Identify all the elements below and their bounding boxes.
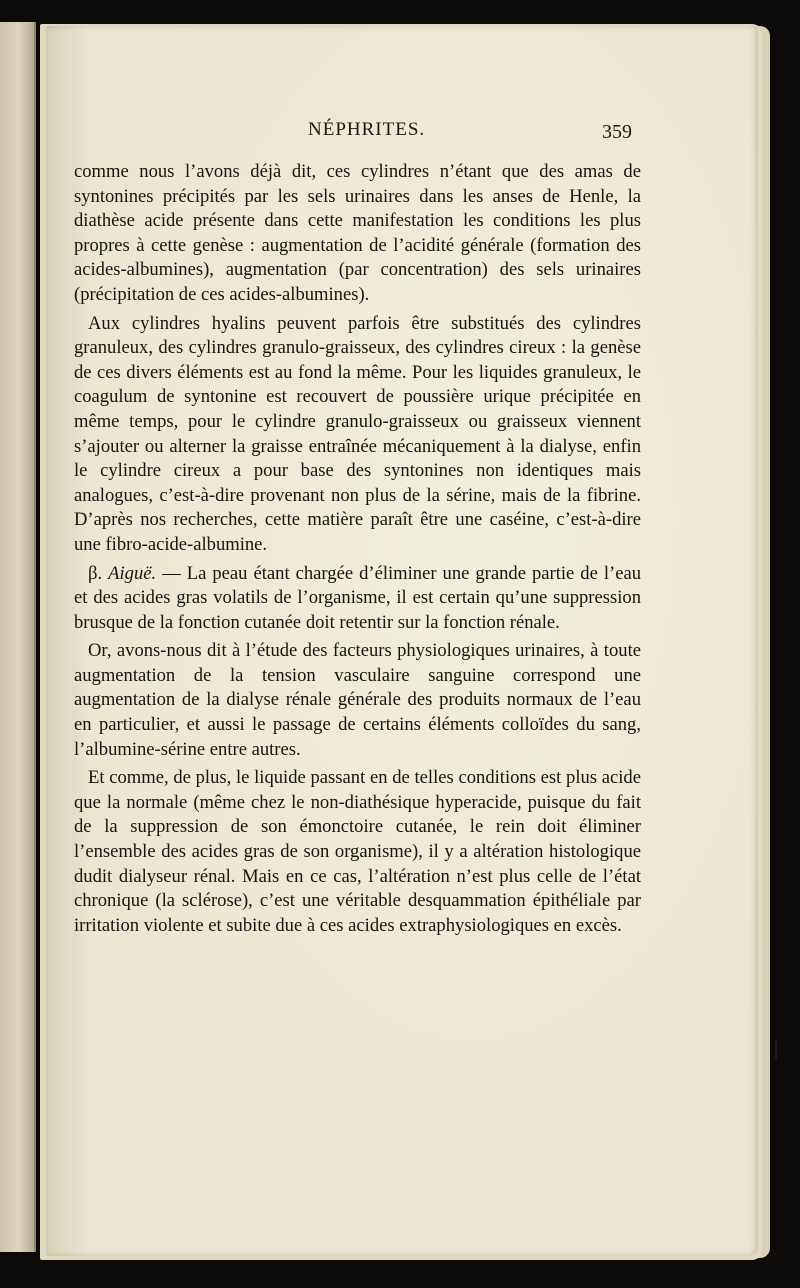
page-body xyxy=(74,160,641,942)
page-number: 359 xyxy=(602,121,632,143)
paragraph-text: Et comme, de plus, le liquide passant en de telles conditions est plus acide que la normale (même chez le non-diathésique hyperacide, puisque du fait de la suppression de son émonctoire cutanée, le rein doit éliminer l’ensemble des acides gras de son organisme), il y a altération histologique dudit dialyseur rénal. Mais en ce cas, l’altération n’est plus celle de l’état chronique (la sclérose), c’est une véritable desquammation épithéliale par irritation violente et subite due à ces acides extraphysiologiques en excès. xyxy=(74,767,641,936)
paragraph-continuation xyxy=(74,160,641,308)
facing-page-edge xyxy=(0,22,36,1252)
paragraph-alteration xyxy=(74,766,641,938)
paragraph-text: — La peau étant chargée d’éliminer une grande partie de l’eau et des acides gras volatils de l’organisme, il est certain qu’une suppression brusque de la fonction cutanée doit retentir sur la fonction rénale. xyxy=(74,562,641,633)
paragraph-text: Or, avons-nous dit à l’étude des facteurs physiologiques urinaires, à toute augmentation de la tension vasculaire sanguine correspond une augmentation de la dialyse rénale générale des produits normaux de l’eau en particulier, et aussi le passage de certains éléments colloïdes du sang, l’albumine-sérine entre autres. xyxy=(74,640,641,760)
running-head-title: NÉPHRITES. xyxy=(308,119,426,140)
running-head xyxy=(46,117,758,147)
section-marker: β. xyxy=(88,562,103,584)
paragraph-tension xyxy=(74,639,641,762)
paragraph-cylinders xyxy=(74,312,641,558)
scan-artifact-mark xyxy=(775,1040,777,1060)
book-page xyxy=(46,26,758,1256)
section-heading-italic: Aiguë. xyxy=(108,562,157,584)
paragraph-acute xyxy=(74,562,641,636)
paragraph-text: Aux cylindres hyalins peuvent parfois être substitués des cylindres granuleux, des cylindres granulo-graisseux, des cylindres cireux : la genèse de ces divers éléments est au fond la même. Pour les liquides granuleux, le coagulum de syntonine est recouvert de poussière urique précipitée en même temps, pour le cylindre granulo-graisseux ou graisseux viennent s’ajouter ou alterner la graisse entraînée mécaniquement à la dialyse, enfin le cylindre cireux a pour base des syntonines non identiques mais analogues, c’est-à-dire provenant non plus de la sérine, mais de la fibrine. D’après nos recherches, cette matière paraît être une caséine, c’est-à-dire une fibro-acide-albumine. xyxy=(74,312,641,555)
paragraph-text: comme nous l’avons déjà dit, ces cylindres n’étant que des amas de syntonines précipités par les sels urinaires dans les anses de Henle, la diathèse acide présente dans cette manifestation les conditions les plus propres à cette genèse : augmentation de l’acidité générale (formation des acides-albumines), augmentation (par concentration) des sels urinaires (précipitation de ces acides-albumines). xyxy=(74,161,641,305)
